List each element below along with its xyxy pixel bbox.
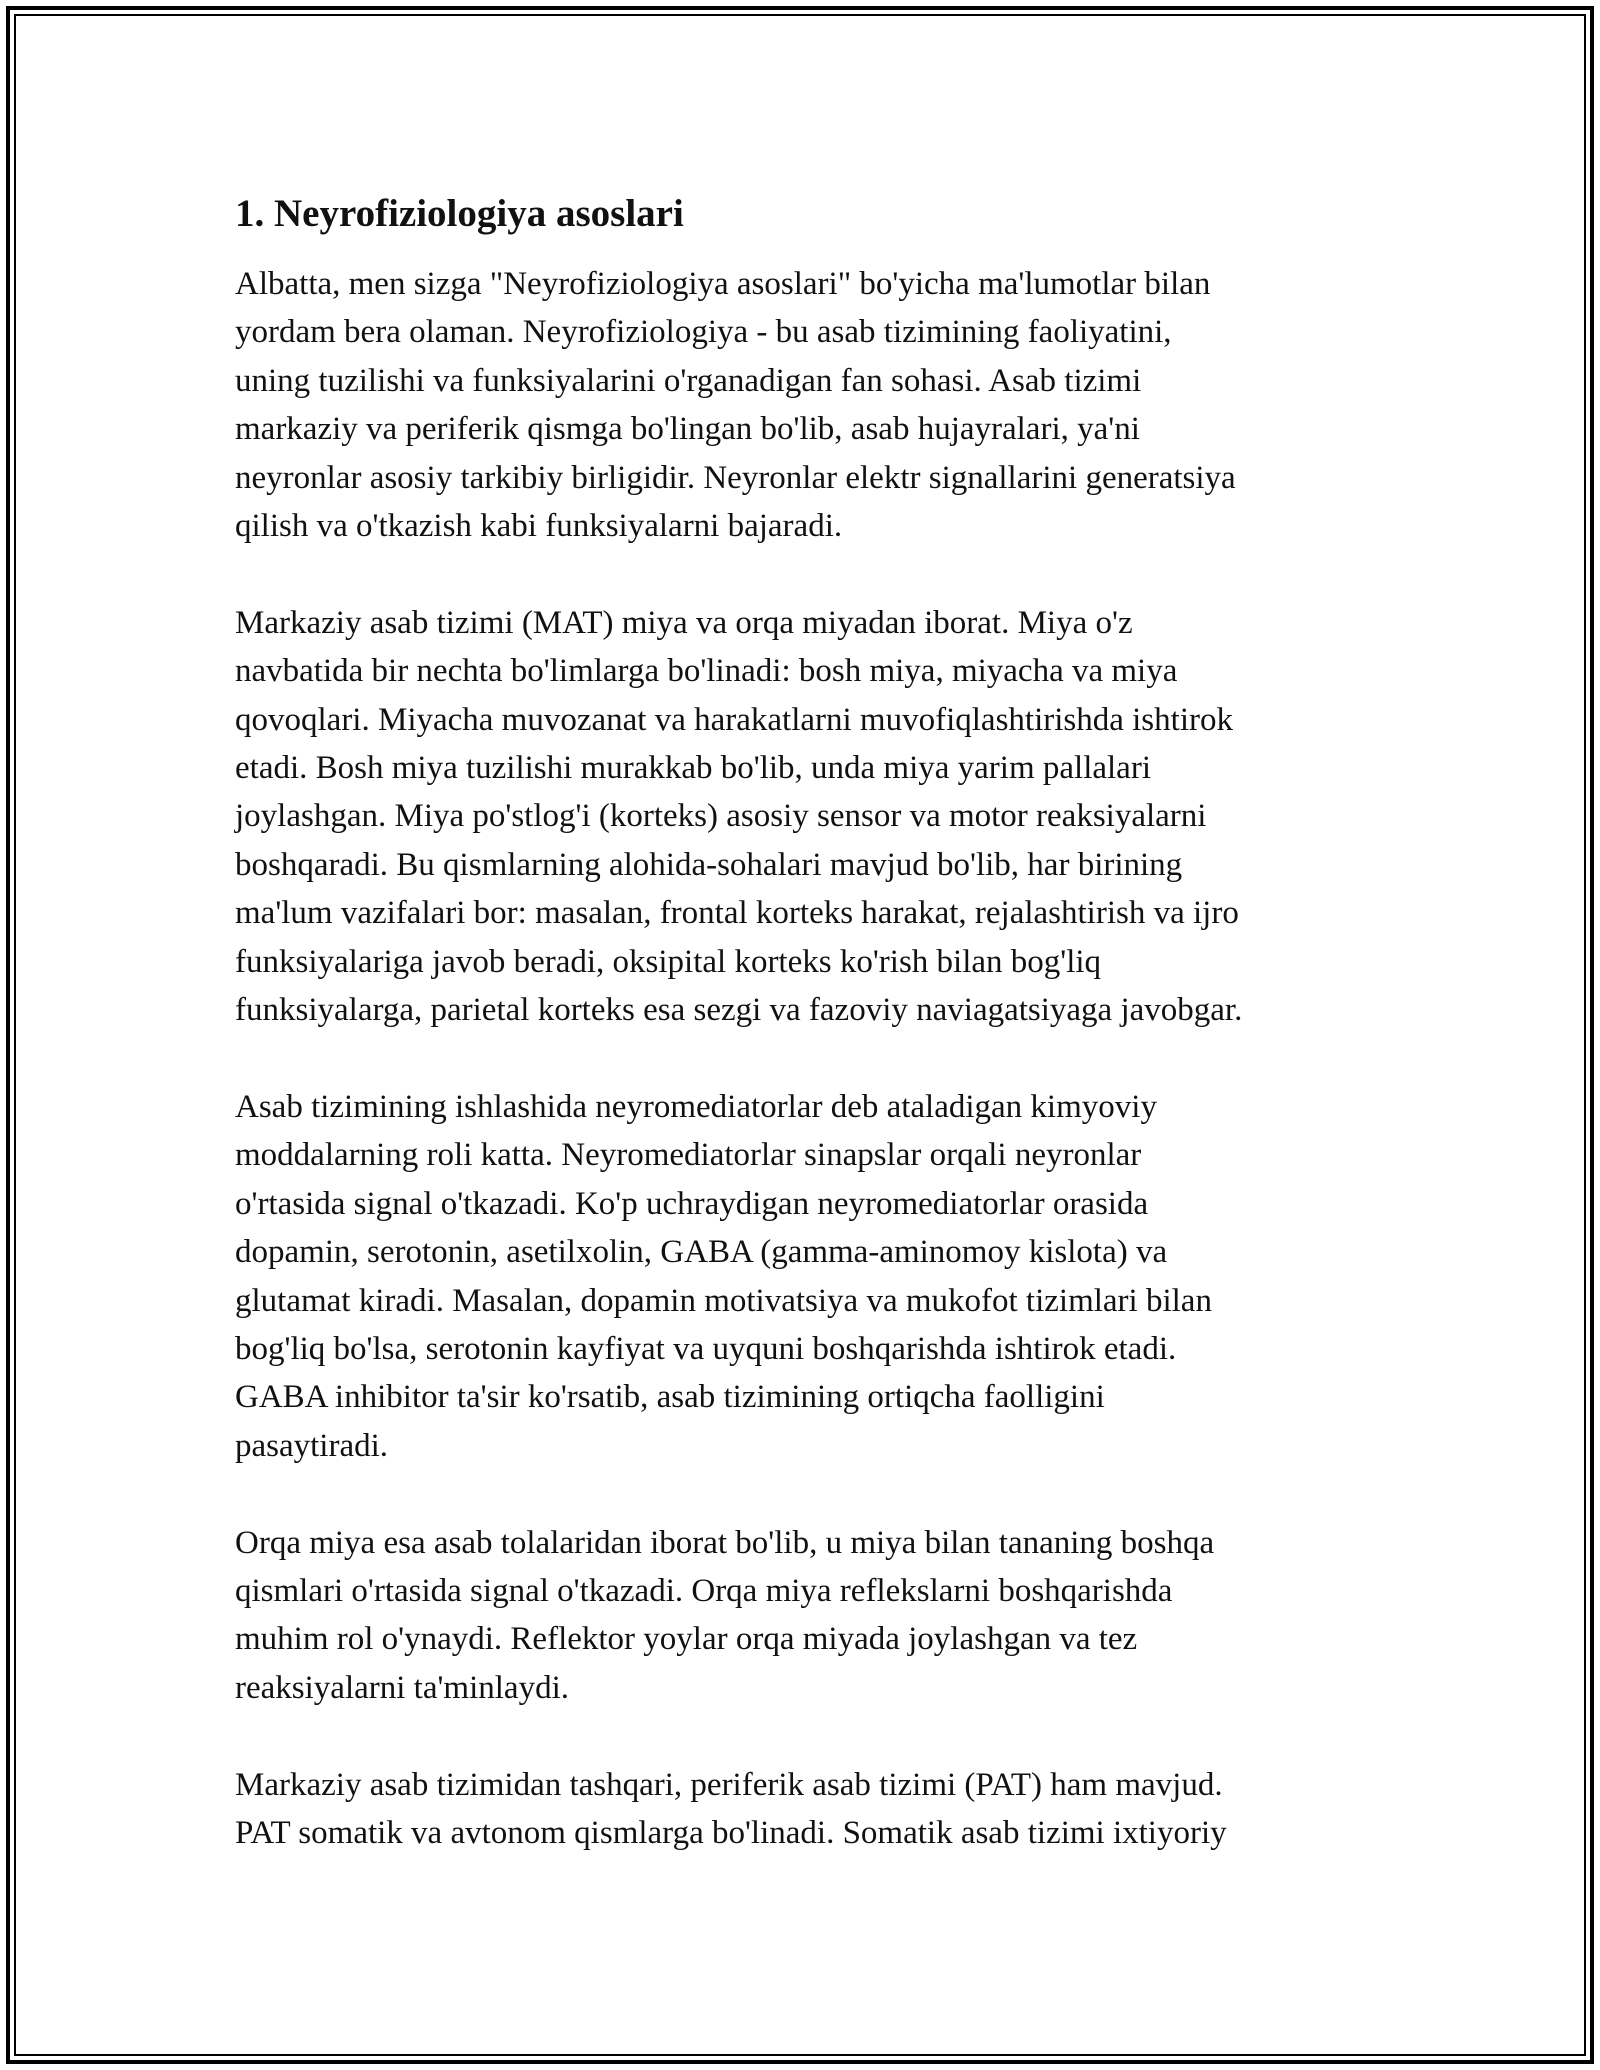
paragraph-neurotransmitters: Asab tizimining ishlashida neyromediatorlar deb ataladigan kimyoviy moddalarning roli katta. Neyromediatorlar sinapslar orqali neyronlar o'rtasida signal o'tkazadi. Ko'p uchraydigan neyromediatorlar orasida dopamin, serotonin, asetilxolin, GABA (gamma-aminomoy kislota) va glutamat kiradi. Masalan, dopamin motivatsiya va mukofot tizimlari bilan bog'liq bo'lsa, serotonin kayfiyat va uyquni boshqarishda ishtirok etadi. GABA inhibitor ta'sir ko'rsatib, asab tizimining ortiqcha faolligini pasaytiradi. <box>235 1088 1212 1464</box>
paragraph-peripheral-nervous-system: Markaziy asab tizimidan tashqari, periferik asab tizimi (PAT) ham mavjud. PAT somatik va avtonom qismlarga bo'linadi. Somatik asab tizimi ixtiyoriy <box>235 1766 1227 1851</box>
section-heading: 1. Neyrofiziologiya asoslari <box>235 192 684 235</box>
document-body <box>235 182 1365 1906</box>
paragraph-central-nervous-system: Markaziy asab tizimi (MAT) miya va orqa miyadan iborat. Miya o'z navbatida bir nechta bo'limlarga bo'linadi: bosh miya, miyacha va miya qovoqlari. Miyacha muvozanat va harakatlarni muvofiqlashtirishda ishtirok etadi. Bosh miya tuzilishi murakkab bo'lib, unda miya yarim pallalari joylashgan. Miya po'stlog'i (korteks) asosiy sensor va motor reaksiyalarni boshqaradi. Bu qismlarning alohida-sohalari mavjud bo'lib, har birining ma'lum vazifalari bor: masalan, frontal korteks harakat, rejalashtirish va ijro funksiyalariga javob beradi, oksipital korteks ko'rish bilan bog'liq funksiyalarga, parietal korteks esa sezgi va fazoviy naviagatsiyaga javobgar. <box>235 604 1243 1029</box>
paragraph-intro: Albatta, men sizga "Neyrofiziologiya asoslari" bo'yicha ma'lumotlar bilan yordam bera olaman. Neyrofiziologiya - bu asab tizimining faoliyatini, uning tuzilishi va funksiyalarini o'rganadigan fan sohasi. Asab tizimi markaziy va periferik qismga bo'lingan bo'lib, asab hujayralari, ya'ni neyronlar asosiy tarkibiy birligidir. Neyronlar elektr signallarini generatsiya qilish va o'tkazish kabi funksiyalarni bajaradi. <box>235 266 1236 545</box>
paragraph-spinal-cord: Orqa miya esa asab tolalaridan iborat bo'lib, u miya bilan tananing boshqa qismlari o'rtasida signal o'tkazadi. Orqa miya reflekslarni boshqarishda muhim rol o'ynaydi. Reflektor yoylar orqa miyada joylashgan va tez reaksiyalarni ta'minlaydi. <box>235 1524 1215 1706</box>
